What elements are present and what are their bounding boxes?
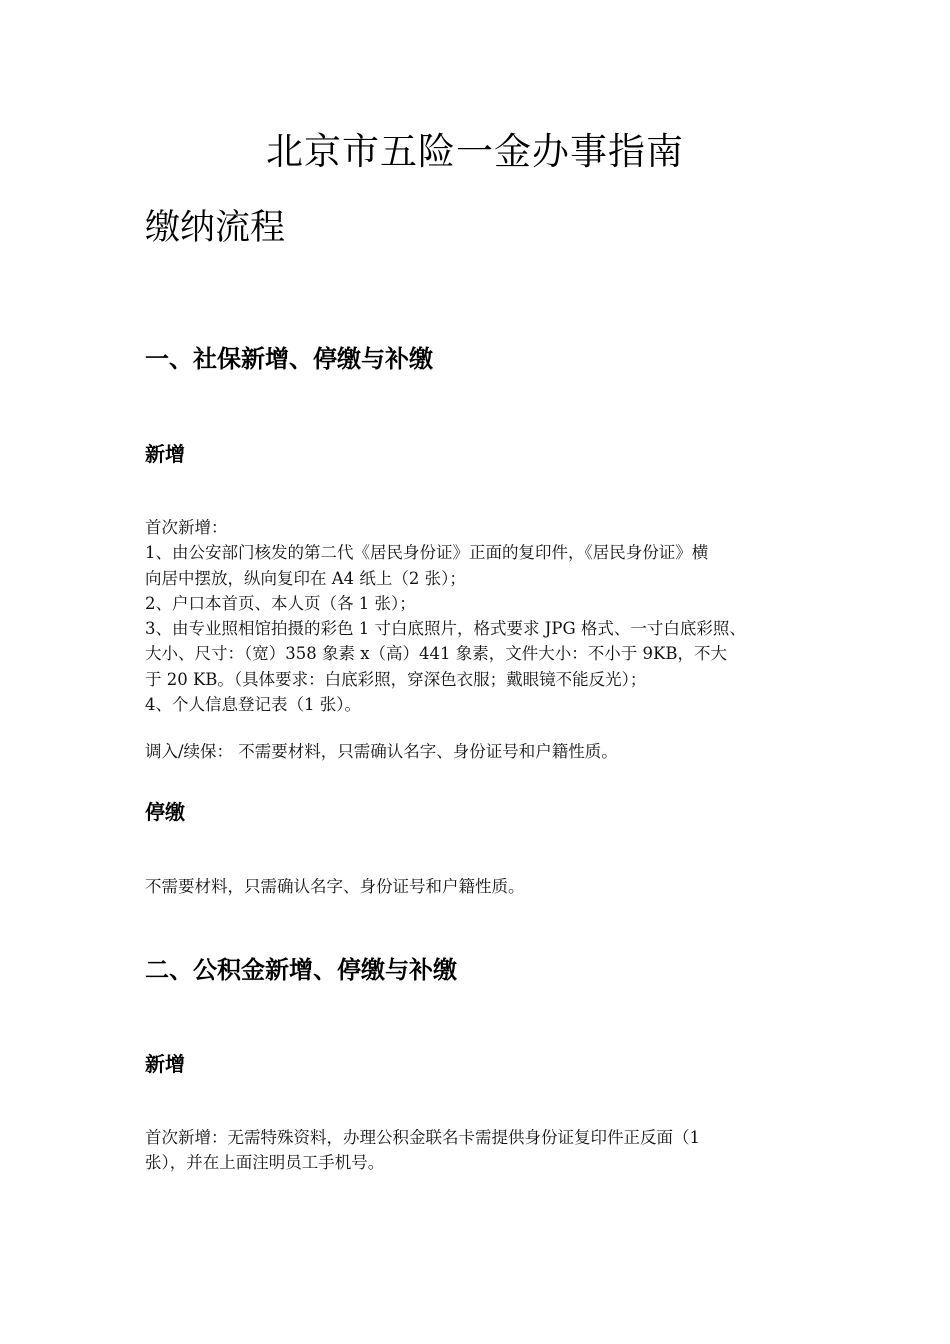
section1-stop-subtitle: 停缴 [145,800,185,824]
section1-transfer-text: 调入/续保： 不需要材料，只需确认名字、身份证号和户籍性质。 [145,742,618,761]
paragraph-line: 向居中摆放，纵向复印在 A4 纸上（2 张）； [145,568,466,588]
paragraph-line: 3、由专业照相馆拍摄的彩色 1 寸白底照片，格式要求 JPG 格式、一寸白底彩照、 [145,619,746,639]
document-title: 北京市五险一金办事指南 [266,130,684,173]
paragraph-line: 2、户口本首页、本人页（各 1 张）； [145,593,416,613]
section1-add-requirements [145,515,825,717]
paragraph-line: 4、个人信息登记表（1 张）。 [145,695,361,715]
section2-title: 二、公积金新增、停缴与补缴 [145,955,457,984]
section-heading-payment-process: 缴纳流程 [145,208,286,248]
section1-add-subtitle: 新增 [145,442,185,466]
paragraph-line: 首次新增： [145,518,228,537]
section2-add-requirements [145,1125,825,1176]
paragraph-line: 于 20 KB。（具体要求：白底彩照，穿深色衣服；戴眼镜不能反光）； [145,669,647,689]
paragraph-line: 大小、尺寸：（宽）358 象素 x（高）441 象素，文件大小：不小于 9KB，不大 [145,644,727,664]
paragraph-line: 首次新增：无需特殊资料，办理公积金联名卡需提供身份证复印件正反面（1 [145,1128,700,1147]
paragraph-line: 1、由公安部门核发的第二代《居民身份证》正面的复印件，《居民身份证》横 [145,543,709,563]
section2-add-subtitle: 新增 [145,1052,185,1076]
section1-stop-text: 不需要材料，只需确认名字、身份证号和户籍性质。 [145,877,525,896]
paragraph-line: 张），并在上面注明员工手机号。 [145,1153,385,1173]
section1-title: 一、社保新增、停缴与补缴 [145,344,433,373]
